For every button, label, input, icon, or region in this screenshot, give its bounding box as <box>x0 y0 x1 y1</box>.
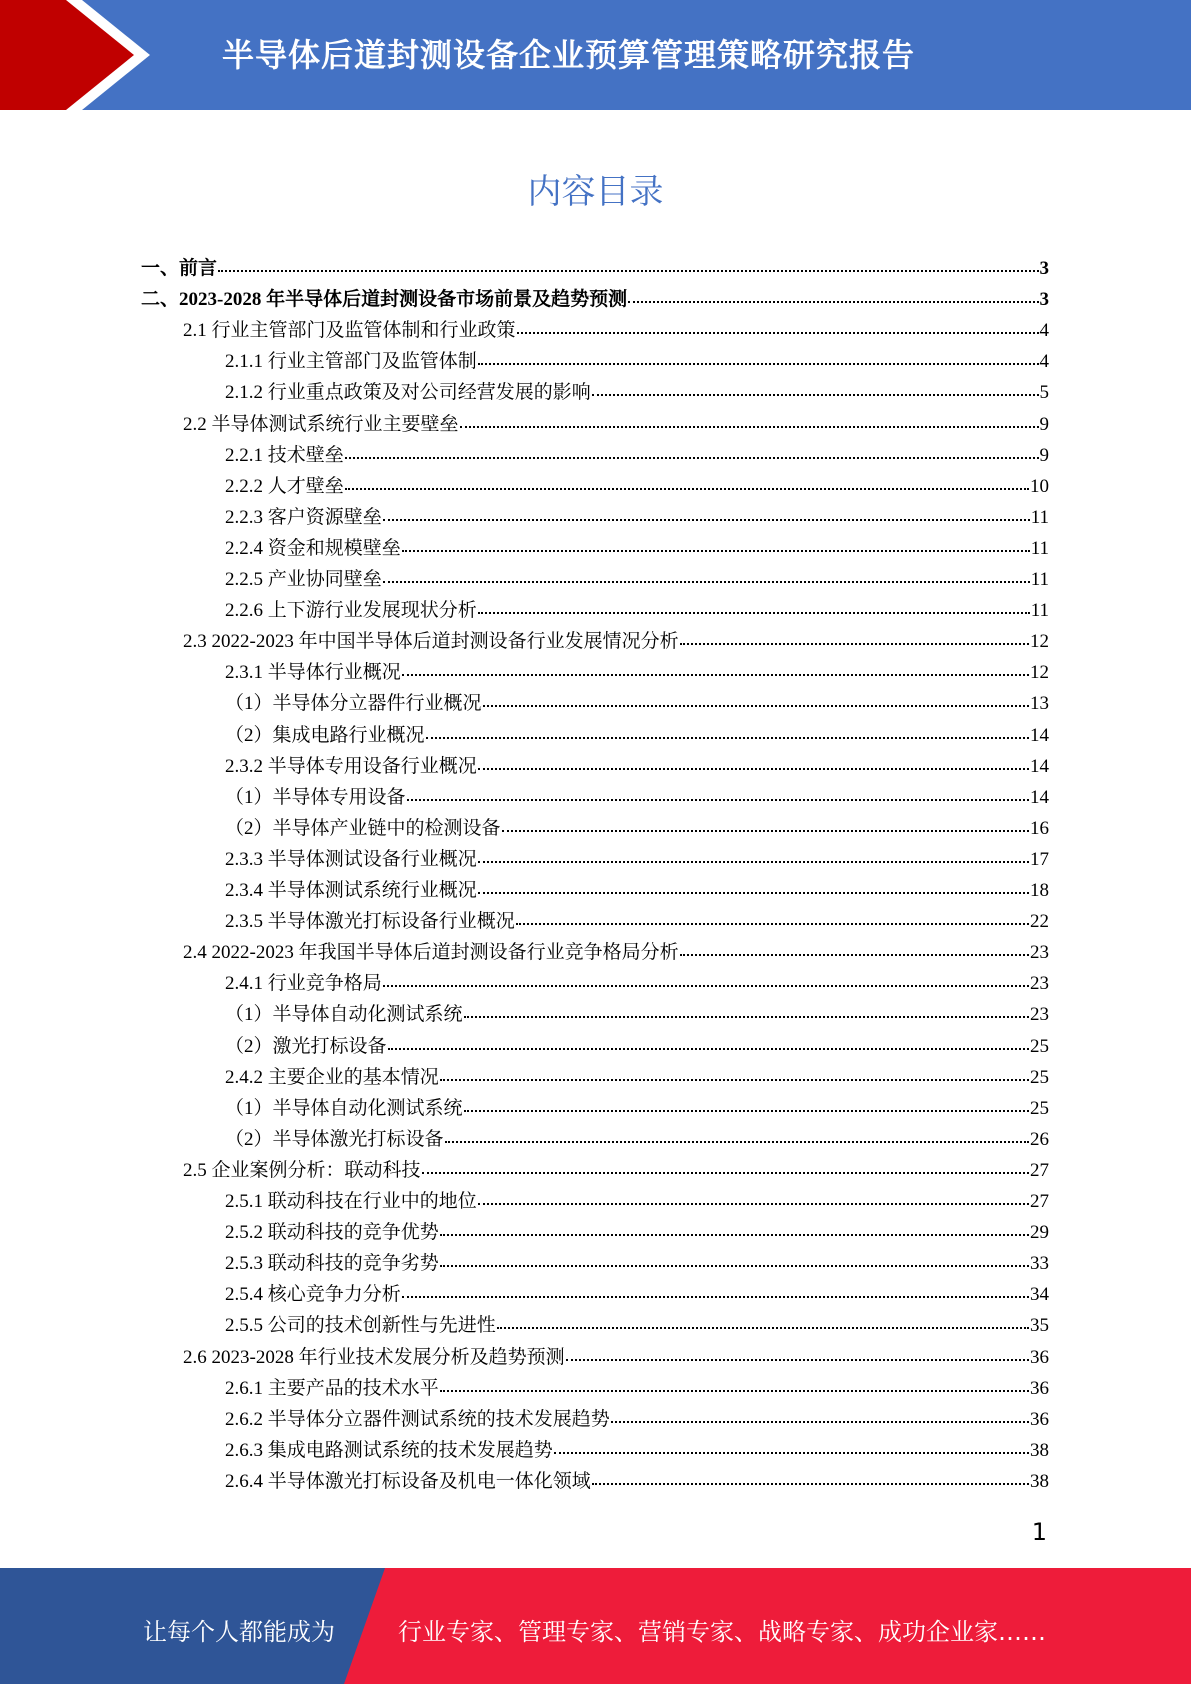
toc-entry-label: 2.2.6 上下游行业发展现状分析 <box>225 600 477 622</box>
toc-entry-label: 2.3.1 半导体行业概况 <box>225 662 401 684</box>
toc-leader-dots <box>402 658 1029 676</box>
toc-leader-dots <box>592 378 1039 396</box>
toc-entry-label: 2.5.3 联动科技的竞争劣势 <box>225 1253 439 1275</box>
toc-leader-dots <box>478 876 1029 894</box>
toc-entry-page: 34 <box>1030 1284 1049 1306</box>
toc-leader-dots <box>383 503 1030 521</box>
toc-entry-label: 2.2.5 产业协同壁垒 <box>225 569 382 590</box>
toc-entry[interactable] <box>225 907 1049 933</box>
toc-entry[interactable] <box>225 1218 1049 1244</box>
toc-entry-label: 2.6.4 半导体激光打标设备及机电一体化领域 <box>225 1470 591 1492</box>
toc-entry-page: 22 <box>1030 911 1049 933</box>
toc-entry[interactable] <box>225 1405 1049 1431</box>
toc-entry-page: 26 <box>1030 1128 1049 1150</box>
toc-entry-label: 2.2.2 人才壁垒 <box>225 475 344 497</box>
toc-entry[interactable] <box>225 783 1049 809</box>
toc-leader-dots <box>517 316 1039 334</box>
toc-entry-page: 23 <box>1030 973 1049 995</box>
toc-entry-page: 12 <box>1030 631 1049 653</box>
toc-entry-page: 4 <box>1039 351 1049 373</box>
toc-entry-label: （1）半导体分立器件行业概况 <box>225 693 482 715</box>
toc-entry[interactable] <box>225 378 1049 404</box>
toc-entry[interactable] <box>183 627 1049 653</box>
toc-entry[interactable] <box>225 1249 1049 1275</box>
toc-entry[interactable] <box>183 410 1049 436</box>
toc-entry[interactable] <box>225 1187 1049 1213</box>
toc-leader-dots <box>464 1094 1029 1112</box>
toc-entry[interactable] <box>225 472 1049 498</box>
toc-leader-dots <box>516 907 1029 925</box>
toc-entry-label: 2.6.3 集成电路测试系统的技术发展趋势 <box>225 1439 553 1461</box>
toc-entry-page: 12 <box>1030 662 1049 684</box>
toc-entry-label: （1）半导体专用设备 <box>225 786 406 808</box>
toc-leader-dots <box>440 1063 1029 1081</box>
report-title: 半导体后道封测设备企业预算管理策略研究报告 <box>222 36 916 74</box>
toc-entry[interactable] <box>225 1311 1049 1337</box>
toc-entry[interactable] <box>141 285 1049 311</box>
toc-entry-label: 一、前言 <box>141 258 218 279</box>
toc-entry[interactable] <box>225 347 1049 373</box>
toc-leader-dots <box>502 814 1029 832</box>
toc-leader-dots <box>628 285 1038 303</box>
toc-entry-label: 2.6.2 半导体分立器件测试系统的技术发展趋势 <box>225 1408 610 1430</box>
toc-entry[interactable] <box>225 534 1049 560</box>
toc-entry-page: 9 <box>1039 413 1049 435</box>
toc-entry-label: 2.4 2022-2023 年我国半导体后道封测设备行业竞争格局分析 <box>183 942 679 964</box>
toc-entry-page: 27 <box>1030 1191 1049 1212</box>
toc-entry-page: 16 <box>1030 817 1049 839</box>
toc-entry[interactable] <box>225 752 1049 778</box>
toc-leader-dots <box>402 1280 1029 1298</box>
toc-leader-dots <box>464 1000 1029 1018</box>
toc-entry[interactable] <box>225 969 1049 995</box>
toc-entry-label: 2.2.1 技术壁垒 <box>225 444 344 466</box>
toc-entry[interactable] <box>225 1032 1049 1058</box>
toc-entry-page: 25 <box>1030 1035 1049 1057</box>
toc-entry[interactable] <box>225 1125 1049 1151</box>
page-number: 1 <box>1031 1518 1047 1546</box>
toc-entry-page: 17 <box>1030 848 1049 870</box>
toc-leader-dots <box>440 1249 1029 1267</box>
toc-leader-dots <box>611 1405 1029 1423</box>
toc-entry-page: 11 <box>1030 537 1049 559</box>
toc-entry[interactable] <box>225 1000 1049 1026</box>
toc-entry-page: 10 <box>1030 475 1049 497</box>
toc-leader-dots <box>478 596 1030 614</box>
toc-entry[interactable] <box>225 503 1049 529</box>
toc-leader-dots <box>345 472 1029 490</box>
toc-leader-dots <box>440 1218 1029 1236</box>
toc-entry[interactable] <box>225 565 1049 591</box>
toc-entry[interactable] <box>225 1280 1049 1306</box>
toc-leader-dots <box>566 1343 1029 1361</box>
toc-leader-dots <box>680 938 1029 956</box>
toc-entry-label: （2）激光打标设备 <box>225 1035 387 1057</box>
toc-entry-page: 23 <box>1030 942 1049 964</box>
toc-entry-page: 14 <box>1030 724 1049 746</box>
toc-entry-label: 2.1 行业主管部门及监管体制和行业政策 <box>183 320 516 342</box>
toc-leader-dots <box>592 1467 1029 1485</box>
toc-leader-dots <box>680 627 1029 645</box>
toc-heading: 内容目录 <box>527 172 664 212</box>
toc-entry[interactable] <box>183 1343 1049 1369</box>
toc-leader-dots <box>383 565 1030 583</box>
toc-entry-page: 38 <box>1030 1470 1049 1492</box>
toc-leader-dots <box>554 1436 1029 1454</box>
toc-leader-dots <box>402 534 1030 552</box>
toc-entry-label: （1）半导体自动化测试系统 <box>225 1004 463 1026</box>
toc-entry-page: 9 <box>1039 444 1049 466</box>
toc-entry-page: 11 <box>1030 506 1049 528</box>
toc-leader-dots <box>460 410 1039 428</box>
toc-entry-label: 2.5.1 联动科技在行业中的地位 <box>225 1191 477 1212</box>
toc-leader-dots <box>478 1187 1029 1205</box>
toc-entry-page: 25 <box>1030 1066 1049 1088</box>
toc-entry-page: 14 <box>1030 786 1049 808</box>
toc-leader-dots <box>440 1374 1029 1392</box>
toc-entry-page: 29 <box>1030 1222 1049 1244</box>
toc-entry-page: 36 <box>1030 1377 1049 1399</box>
toc-entry-label: 2.1.2 行业重点政策及对公司经营发展的影响 <box>225 382 591 404</box>
toc-entry-label: 2.5 企业案例分析：联动科技 <box>183 1159 421 1181</box>
toc-entry-page: 25 <box>1030 1097 1049 1119</box>
footer-slogan-left: 让每个人都能成为 <box>143 1618 335 1646</box>
toc-entry[interactable] <box>225 596 1049 622</box>
toc-leader-dots <box>388 1032 1029 1050</box>
toc-entry-label: 2.3 2022-2023 年中国半导体后道封测设备行业发展情况分析 <box>183 631 679 653</box>
toc-entry-label: 2.4.1 行业竞争格局 <box>225 973 382 995</box>
toc-entry-label: 2.6.1 主要产品的技术水平 <box>225 1377 439 1399</box>
toc-entry[interactable] <box>183 1156 1049 1182</box>
toc-entry-label: 2.2.3 客户资源壁垒 <box>225 506 382 528</box>
toc-entry[interactable] <box>225 1374 1049 1400</box>
footer-slogan-right: 行业专家、管理专家、营销专家、战略专家、成功企业家…… <box>398 1618 1046 1646</box>
toc-leader-dots <box>497 1311 1029 1329</box>
chevron-arrow-icon <box>0 0 160 110</box>
toc-entry-page: 13 <box>1030 693 1049 715</box>
toc-leader-dots <box>478 752 1029 770</box>
toc-entry-page: 14 <box>1030 755 1049 777</box>
toc-entry[interactable] <box>225 1436 1049 1462</box>
toc-leader-dots <box>422 1156 1029 1174</box>
toc-entry-page: 27 <box>1030 1159 1049 1181</box>
toc-leader-dots <box>218 254 1038 272</box>
toc-entry-label: 2.3.3 半导体测试设备行业概况 <box>225 848 477 870</box>
toc-entry-page: 5 <box>1039 382 1049 404</box>
toc-entry[interactable] <box>225 876 1049 902</box>
toc-entry[interactable] <box>225 1094 1049 1120</box>
toc-entry-label: 2.5.4 核心竞争力分析 <box>225 1284 401 1306</box>
toc-entry[interactable] <box>225 1063 1049 1089</box>
toc-leader-dots <box>426 721 1029 739</box>
toc-entry-page: 33 <box>1030 1253 1049 1275</box>
toc-entry-label: 2.3.5 半导体激光打标设备行业概况 <box>225 911 515 933</box>
toc-entry-label: 2.2 半导体测试系统行业主要壁垒 <box>183 413 459 435</box>
toc-leader-dots <box>445 1125 1029 1143</box>
toc-entry-page: 18 <box>1030 880 1049 901</box>
toc-entry[interactable] <box>225 1467 1049 1493</box>
toc-entry-label: 2.5.5 公司的技术创新性与先进性 <box>225 1315 496 1337</box>
toc-entry-label: （2）半导体激光打标设备 <box>225 1128 444 1150</box>
toc-entry[interactable] <box>225 721 1049 747</box>
toc-entry-page: 23 <box>1030 1004 1049 1026</box>
toc-entry-label: 二、2023-2028 年半导体后道封测设备市场前景及趋势预测 <box>141 289 628 311</box>
toc-entry[interactable] <box>225 441 1049 467</box>
toc-entry[interactable] <box>225 845 1049 871</box>
toc-entry-page: 11 <box>1030 569 1049 590</box>
toc-entry-page: 11 <box>1030 600 1049 622</box>
toc-entry-page: 36 <box>1030 1346 1049 1368</box>
toc-entry[interactable] <box>183 938 1049 964</box>
toc-entry-label: 2.3.2 半导体专用设备行业概况 <box>225 755 477 777</box>
toc-entry-page: 36 <box>1030 1408 1049 1430</box>
header-band <box>0 0 1191 110</box>
toc-entry-page: 3 <box>1039 289 1049 311</box>
toc-entry[interactable] <box>225 814 1049 840</box>
toc-leader-dots <box>345 441 1039 459</box>
toc-entry-label: 2.4.2 主要企业的基本情况 <box>225 1066 439 1088</box>
toc-entry[interactable] <box>225 658 1049 684</box>
toc-entry-page: 38 <box>1030 1439 1049 1461</box>
toc-entry-page: 3 <box>1039 258 1049 279</box>
toc-entry-label: 2.2.4 资金和规模壁垒 <box>225 537 401 559</box>
toc-entry-page: 35 <box>1030 1315 1049 1337</box>
toc-entry-label: 2.3.4 半导体测试系统行业概况 <box>225 880 477 901</box>
toc-entry-page: 4 <box>1039 320 1049 342</box>
toc-entry-label: 2.1.1 行业主管部门及监管体制 <box>225 351 477 373</box>
toc-entry-label: 2.6 2023-2028 年行业技术发展分析及趋势预测 <box>183 1346 565 1368</box>
toc-leader-dots <box>478 347 1039 365</box>
toc-entry[interactable] <box>141 254 1049 280</box>
toc-entry[interactable] <box>183 316 1049 342</box>
toc-leader-dots <box>407 783 1029 801</box>
toc-leader-dots <box>478 845 1029 863</box>
toc-entry-label: （1）半导体自动化测试系统 <box>225 1097 463 1119</box>
toc-entry[interactable] <box>225 689 1049 715</box>
toc-leader-dots <box>383 969 1029 987</box>
toc-entry-label: （2）集成电路行业概况 <box>225 724 425 746</box>
footer-band <box>0 1568 1191 1684</box>
toc-entry-label: （2）半导体产业链中的检测设备 <box>225 817 501 839</box>
toc-leader-dots <box>483 689 1029 707</box>
toc-entry-label: 2.5.2 联动科技的竞争优势 <box>225 1222 439 1244</box>
